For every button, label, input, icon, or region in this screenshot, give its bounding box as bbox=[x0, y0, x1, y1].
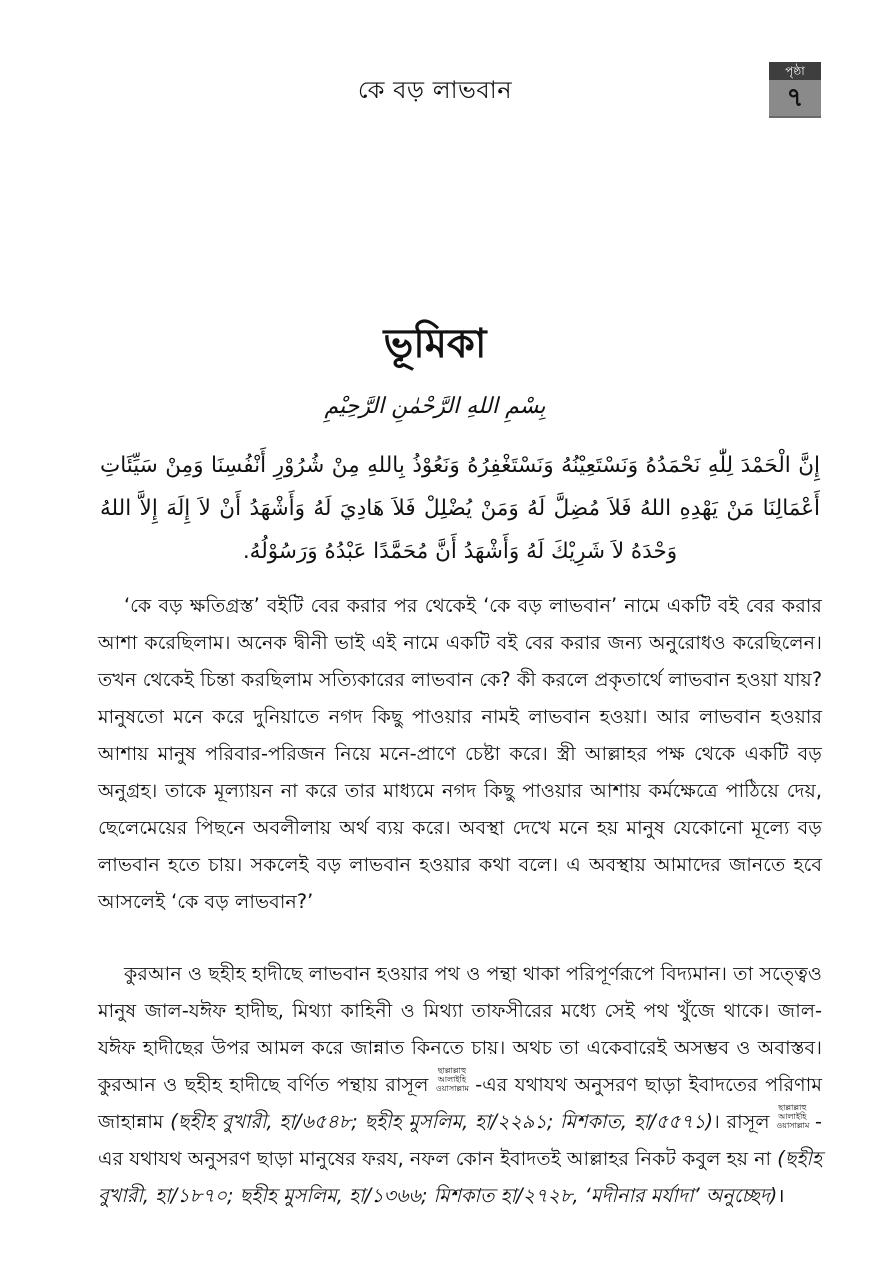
running-header-title: কে বড় লাভবান bbox=[357, 76, 513, 104]
hadith-reference-1: (ছহীহ বুখারী, হা/৬৫৪৮; ছহীহ মুসলিম, হা/২২৯১; মিশকাত, হা/৫৫৭১) bbox=[170, 1110, 714, 1133]
paragraph-2-text-c: । রাসূল bbox=[713, 1110, 770, 1133]
salawat-mark-2: ছাল্লাল্লাহু আলাইহি ওয়াসাল্লাম bbox=[776, 1103, 810, 1130]
arabic-khutba: إِنَّ الْحَمْدَ لِلّٰهِ نَحْمَدُهُ وَنَسْتَعِيْنُهُ وَنَسْتَغْفِرُهُ وَنَعُوْذُ بِاللهِ مِنْ شُرُوْرِ أَنْفُسِنَا وَمِنْ سَيِّئَاتِ أَعْمَالِنَا مَنْ يَهْدِهِ اللهُ فَلاَ مُضِلَّ لَهُ وَمَنْ يُضْلِلْ فَلاَ هَادِيَ لَهُ وَأَشْهَدُ أَنْ لاَ إِلَهَ إِلاَّ اللهُ وَحْدَهُ لاَ شَرِيْكَ لَهُ وَأَشْهَدُ أَنَّ مُحَمَّدًا عَبْدُهُ وَرَسُوْلُهُ. bbox=[100, 453, 820, 564]
paragraph-2-end: । bbox=[777, 1184, 785, 1207]
paragraph-2-text-d: - এর যথাযথ অনুসরণ ছাড়া মানুষের ফরয, নফল কোন ইবাদতই আল্লাহর নিকট কবুল হয় না bbox=[98, 1110, 822, 1170]
page-number: ৭ bbox=[769, 80, 821, 116]
paragraph-1: ‘কে বড় ক্ষতিগ্রস্ত’ বইটি বের করার পর থেকেই ‘কে বড় লাভবান’ নামে একটি বই বের করার আশা করেছিলাম। অনেক দ্বীনী ভাই এই নামে একটি বই বের করার জন্য অনুরোধও করেছিলেন। তখন থেকেই চিন্তা করছিলাম সত্যিকারের লাভবান কে? কী করলে প্রকৃতার্থে লাভবান হওয়া যায়? মানুষতো মনে করে দুনিয়াতে নগদ কিছু পাওয়ার নামই লাভবান হওয়া। আর লাভবান হওয়ার আশায় মানুষ পরিবার-পরিজন নিয়ে মনে-প্রাণে চেষ্টা করে। স্ত্রী আল্লাহর পক্ষ থেকে একটি বড় অনুগ্রহ। তাকে মূল্যায়ন না করে তার মাধ্যমে নগদ কিছু পাওয়ার আশায় কর্মক্ষেত্রে পাঠিয়ে দেয়, ছেলেমেয়ের পিছনে অবলীলায় অর্থ ব্যয় করে। অবস্থা দেখে মনে হয় মানুষ যেকোনো মূল্যে বড় লাভবান হতে চায়। সকলেই বড় লাভবান হওয়ার কথা বলে। এ অবস্থায় আমাদের জানতে হবে আসলেই ‘কে বড় লাভবান?’ bbox=[98, 594, 822, 913]
bismillah-calligraphy: بِسْمِ اللهِ الرَّحْمٰنِ الرَّحِيْمِ bbox=[324, 394, 546, 419]
page-label: পৃষ্ঠা bbox=[769, 62, 821, 80]
hadith-reference-2: (ছহীহ বুখারী, হা/১৮৭০; ছহীহ মুসলিম, হা/১৩৬৬; মিশকাত হা/২৭২৮, ‘মদীনার মর্যাদা’ অনুচ্ছেদ) bbox=[98, 1147, 822, 1207]
chapter-title: ভূমিকা bbox=[383, 321, 487, 367]
paragraph-2 bbox=[98, 955, 822, 1214]
paragraph-2-text-a: কুরআন ও ছহীহ হাদীছে লাভবান হওয়ার পথ ও পন্থা থাকা পরিপূর্ণরূপে বিদ্যমান। তা সত্ত্বেও মানুষ জাল-যঈফ হাদীছ, মিথ্যা কাহিনী ও মিথ্যা তাফসীরের মধ্যে সেই পথ খুঁজে থাকে। জাল-যঈফ হাদীছের উপর আমল করে জান্নাত কিনতে চায়। অথচ তা একেবারেই অসম্ভব ও অবাস্তব। কুরআন ও ছহীহ হাদীছে বর্ণিত পন্থায় রাসূল bbox=[98, 962, 822, 1096]
salawat-mark: ছাল্লাল্লাহু আলাইহি ওয়াসাল্লাম bbox=[435, 1066, 469, 1093]
page-number-box bbox=[769, 62, 821, 118]
paragraph-2-text-b: -এর যথাযথ অনুসরণ ছাড়া ইবাদতের পরিণাম জাহান্নাম bbox=[98, 1073, 822, 1133]
